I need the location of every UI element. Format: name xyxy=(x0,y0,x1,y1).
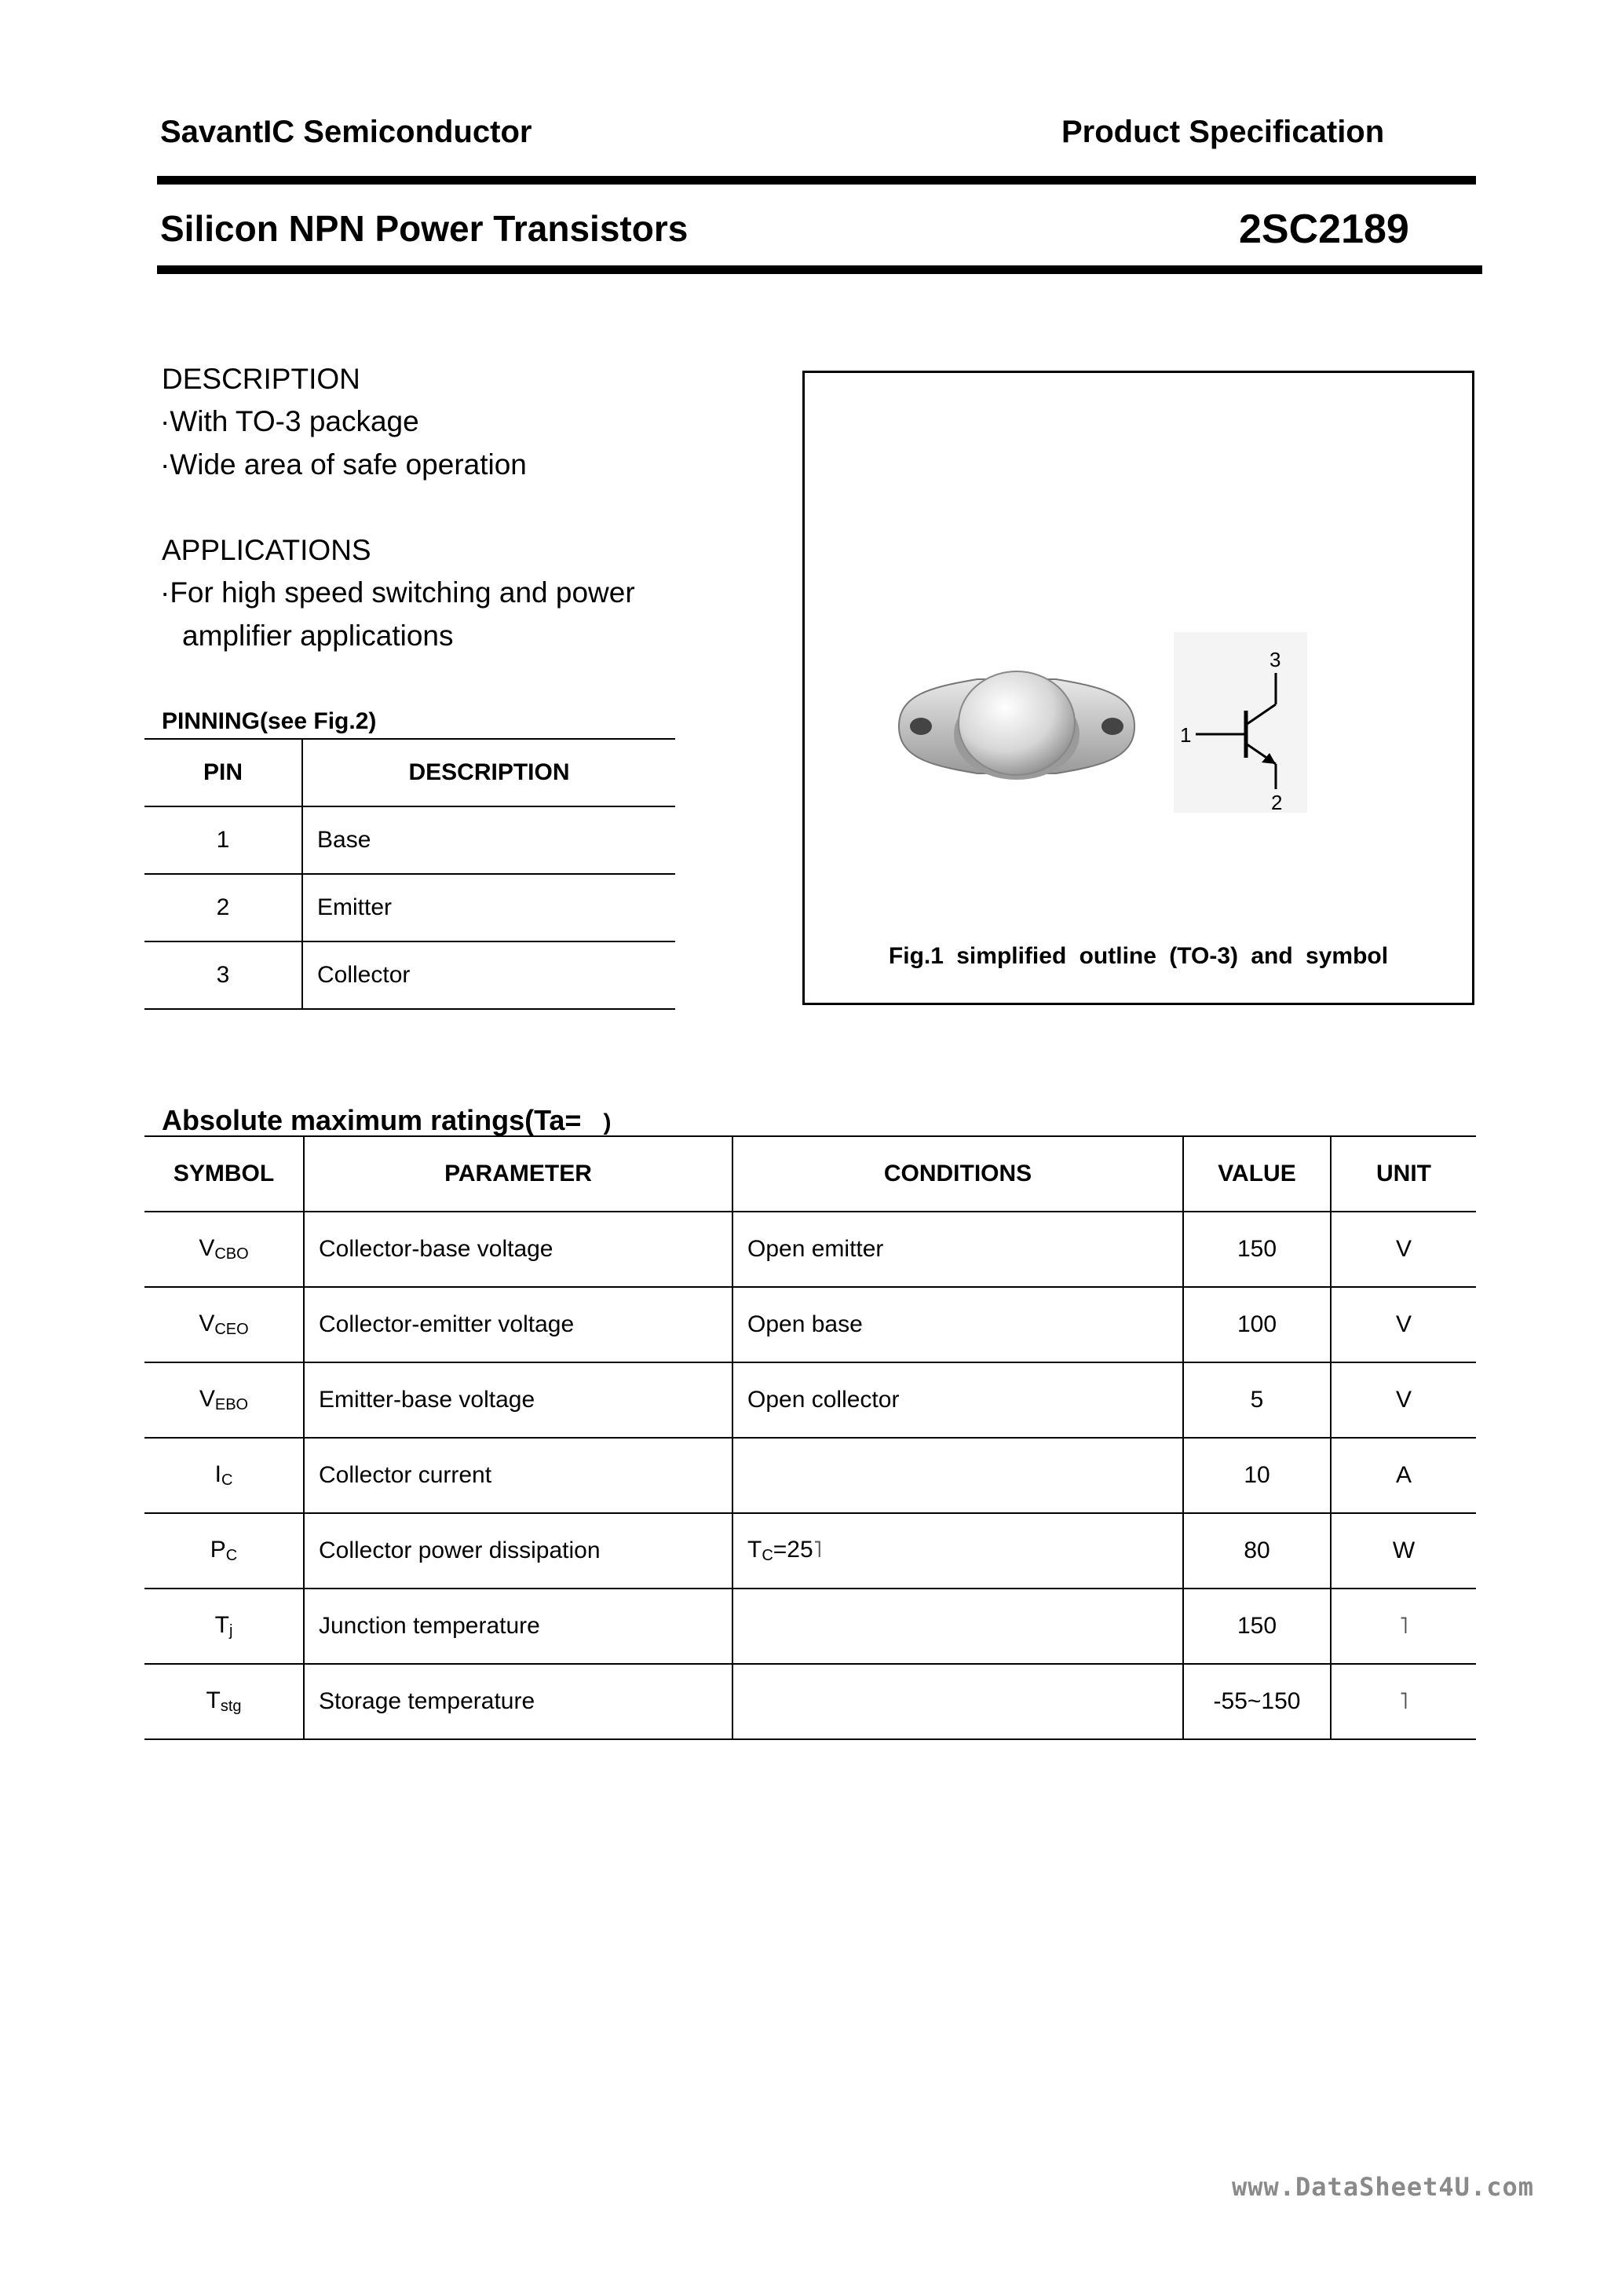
value-cell: 5 xyxy=(1183,1362,1331,1438)
description-heading: DESCRIPTION xyxy=(162,363,360,395)
symbol-pin-label: 2 xyxy=(1271,791,1283,813)
conditions-cell: $T_C=25˥$ xyxy=(732,1513,1183,1589)
unit-cell: A xyxy=(1331,1438,1476,1513)
document-type: Product Specification xyxy=(1061,115,1385,149)
ratings-heading-close: ) xyxy=(603,1110,612,1135)
applications-line: ·For high speed switching and power xyxy=(160,576,635,609)
conditions-cell: Open collector xyxy=(732,1362,1183,1438)
column-header: PARAMETER xyxy=(304,1136,732,1212)
pinning-heading: PINNING(see Fig.2) xyxy=(162,708,377,734)
table-header-row xyxy=(144,1136,1476,1212)
product-title: Silicon NPN Power Transistors xyxy=(160,208,689,249)
value-cell: 150 xyxy=(1183,1212,1331,1287)
applications-line: amplifier applications xyxy=(182,620,454,652)
description-bullet: ·With TO-3 package xyxy=(160,405,419,437)
conditions-cell xyxy=(732,1589,1183,1664)
symbol-cell: $V_{CBO}$ xyxy=(144,1212,304,1287)
pin-number: 2 xyxy=(144,874,302,941)
value-cell: 80 xyxy=(1183,1513,1331,1589)
table-row xyxy=(144,1287,1476,1362)
table-row xyxy=(144,1513,1476,1589)
pin-number: 3 xyxy=(144,941,302,1009)
table-row xyxy=(144,1438,1476,1513)
figure-caption: Fig.1 simplified outline (TO-3) and symbol xyxy=(888,943,1389,969)
parameter-cell: Collector-base voltage xyxy=(304,1212,732,1287)
to3-package-image xyxy=(883,640,1150,805)
conditions-cell xyxy=(732,1664,1183,1739)
part-number: 2SC2189 xyxy=(1239,207,1409,252)
symbol-cell: $T_j$ xyxy=(144,1589,304,1664)
symbol-cell: $V_{CEO}$ xyxy=(144,1287,304,1362)
conditions-cell: Open base xyxy=(732,1287,1183,1362)
pin-number: 1 xyxy=(144,806,302,874)
ratings-heading xyxy=(162,1104,611,1137)
unit-cell: V xyxy=(1331,1362,1476,1438)
symbol-cell: $V_{EBO}$ xyxy=(144,1362,304,1438)
pin-description: Collector xyxy=(302,941,675,1009)
unit-cell: V xyxy=(1331,1212,1476,1287)
parameter-cell: Collector-emitter voltage xyxy=(304,1287,732,1362)
table-row xyxy=(144,1362,1476,1438)
table-row xyxy=(144,941,675,1009)
symbol-cell: $P_C$ xyxy=(144,1513,304,1589)
parameter-cell: Collector current xyxy=(304,1438,732,1513)
column-header: DESCRIPTION xyxy=(302,739,675,806)
table-row xyxy=(144,1212,1476,1287)
unit-cell: W xyxy=(1331,1513,1476,1589)
conditions-cell xyxy=(732,1438,1183,1513)
symbol-pin-label: 3 xyxy=(1269,648,1281,671)
parameter-cell: Storage temperature xyxy=(304,1664,732,1739)
symbol-pin-label: 1 xyxy=(1180,723,1192,747)
conditions-cell: Open emitter xyxy=(732,1212,1183,1287)
unit-cell: ˥ xyxy=(1331,1589,1476,1664)
table-header-row xyxy=(144,739,675,806)
column-header: CONDITIONS xyxy=(732,1136,1183,1212)
unit-cell: ˥ xyxy=(1331,1664,1476,1739)
parameter-cell: Collector power dissipation xyxy=(304,1513,732,1589)
parameter-cell: Junction temperature xyxy=(304,1589,732,1664)
description-bullet: ·Wide area of safe operation xyxy=(160,448,527,481)
column-header: PIN xyxy=(144,739,302,806)
parameter-cell: Emitter-base voltage xyxy=(304,1362,732,1438)
column-header: VALUE xyxy=(1183,1136,1331,1212)
ratings-heading-text: Absolute maximum ratings(Ta= xyxy=(162,1104,582,1136)
unit-cell: V xyxy=(1331,1287,1476,1362)
value-cell: 150 xyxy=(1183,1589,1331,1664)
figure-box xyxy=(802,371,1474,1005)
absolute-max-ratings-table xyxy=(144,1135,1476,1740)
table-row xyxy=(144,806,675,874)
symbol-cell: $T_{stg}$ xyxy=(144,1664,304,1739)
column-header: SYMBOL xyxy=(144,1136,304,1212)
header-rule-top xyxy=(157,176,1476,185)
value-cell: 10 xyxy=(1183,1438,1331,1513)
applications-heading: APPLICATIONS xyxy=(162,534,371,566)
table-row xyxy=(144,1589,1476,1664)
footer-watermark-url: www.DataSheet4U.com xyxy=(1231,2172,1534,2202)
table-row xyxy=(144,1664,1476,1739)
column-header: UNIT xyxy=(1331,1136,1476,1212)
header-rule-bottom xyxy=(157,265,1482,274)
pin-description: Base xyxy=(302,806,675,874)
value-cell: -55~150 xyxy=(1183,1664,1331,1739)
company-name: SavantIC Semiconductor xyxy=(160,115,532,149)
pinning-table xyxy=(144,738,675,1010)
value-cell: 100 xyxy=(1183,1287,1331,1362)
symbol-cell: $I_C$ xyxy=(144,1438,304,1513)
npn-transistor-symbol xyxy=(1174,632,1307,813)
table-row xyxy=(144,874,675,941)
pin-description: Emitter xyxy=(302,874,675,941)
